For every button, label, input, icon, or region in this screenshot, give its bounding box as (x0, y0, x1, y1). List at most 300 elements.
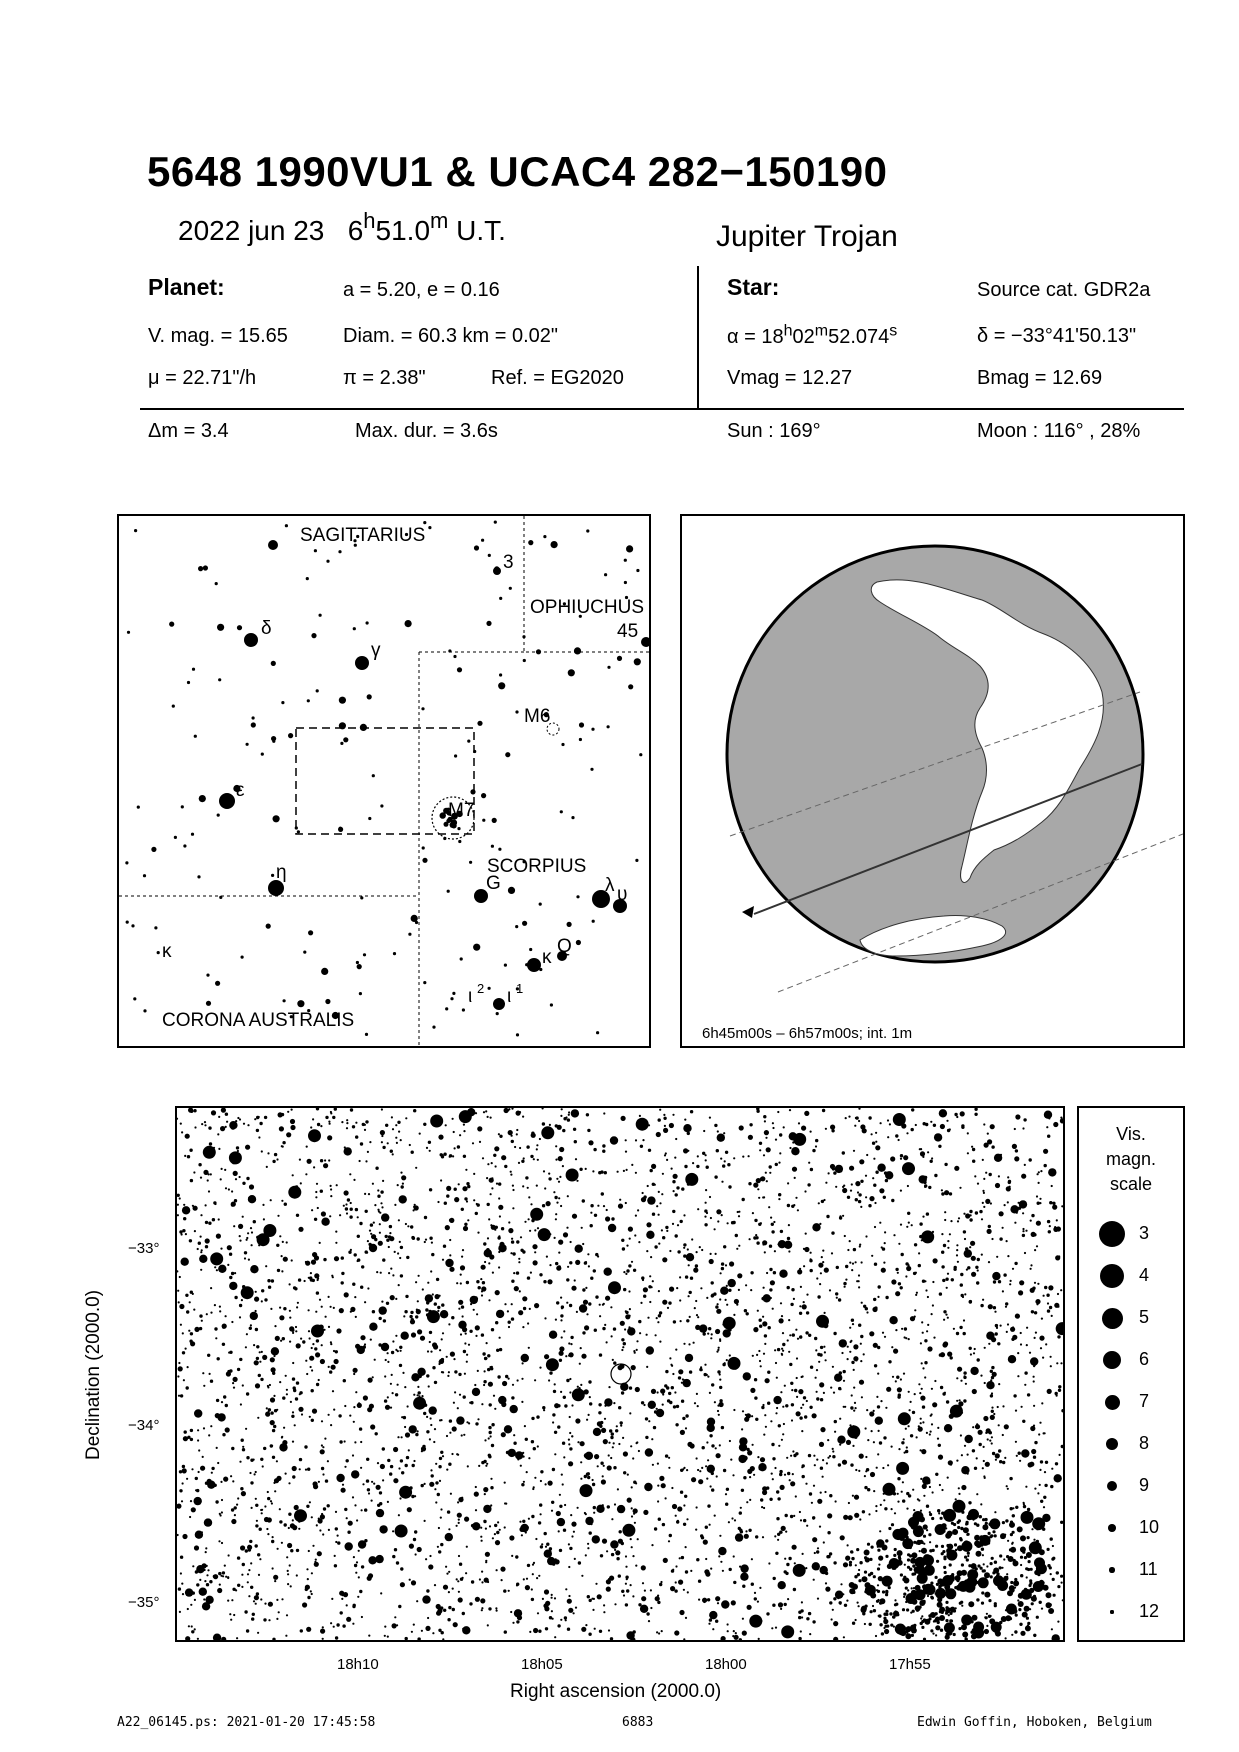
detail-star (772, 1308, 774, 1310)
detail-star (355, 1208, 358, 1211)
detail-star (577, 1507, 579, 1509)
detail-star (585, 1452, 593, 1460)
detail-star (180, 1572, 182, 1574)
detail-star (582, 1199, 585, 1202)
detail-star (495, 1165, 497, 1167)
detail-star (684, 1379, 686, 1381)
detail-star (655, 1596, 660, 1601)
detail-star (589, 1531, 592, 1534)
detail-star (483, 1384, 485, 1386)
detail-star (506, 1451, 509, 1454)
detail-star (906, 1593, 917, 1604)
detail-star (546, 1201, 551, 1206)
detail-star (255, 1603, 257, 1605)
detail-star (949, 1192, 952, 1195)
detail-star (941, 1545, 944, 1548)
label-3: 3 (503, 552, 514, 573)
detail-star (762, 1486, 767, 1491)
finder-star (340, 742, 343, 745)
detail-star (256, 1357, 259, 1360)
detail-star (715, 1305, 718, 1308)
detail-star (829, 1455, 831, 1457)
detail-star (779, 1152, 781, 1154)
detail-star (569, 1378, 571, 1380)
detail-star (1014, 1630, 1017, 1633)
detail-star (538, 1630, 541, 1633)
detail-star (976, 1281, 979, 1284)
detail-star (496, 1349, 499, 1352)
detail-star (553, 1390, 556, 1393)
detail-star (481, 1265, 486, 1270)
detail-star (991, 1238, 993, 1240)
detail-star (390, 1150, 393, 1153)
detail-star (477, 1232, 479, 1234)
detail-star (919, 1392, 921, 1394)
detail-star (382, 1447, 385, 1450)
detail-star (271, 1540, 274, 1543)
detail-star (256, 1129, 259, 1132)
detail-star (257, 1554, 259, 1556)
detail-star (1055, 1462, 1058, 1465)
detail-star (691, 1238, 693, 1240)
detail-star (963, 1399, 966, 1402)
detail-star (720, 1158, 722, 1160)
detail-star (954, 1586, 957, 1589)
detail-star (399, 1364, 402, 1367)
detail-star (333, 1626, 335, 1628)
detail-star (825, 1182, 827, 1184)
detail-star (923, 1638, 926, 1640)
detail-star (637, 1538, 639, 1540)
detail-star (693, 1182, 695, 1184)
detail-star (190, 1332, 193, 1335)
detail-star (852, 1323, 854, 1325)
detail-star (888, 1360, 891, 1363)
detail-star (421, 1370, 424, 1373)
detail-star (628, 1326, 630, 1328)
label-iota1-sup: 1 (516, 981, 524, 996)
detail-star (542, 1406, 545, 1409)
detail-star (869, 1196, 874, 1201)
detail-star (400, 1139, 402, 1141)
detail-star (855, 1407, 857, 1409)
detail-star (511, 1555, 513, 1557)
detail-star (763, 1434, 765, 1436)
detail-star (511, 1238, 513, 1240)
detail-star (927, 1296, 929, 1298)
detail-star (819, 1382, 824, 1387)
detail-star (399, 1346, 402, 1349)
detail-star (833, 1621, 838, 1626)
detail-star (950, 1405, 963, 1418)
detail-star (1009, 1617, 1012, 1620)
detail-star (854, 1495, 859, 1500)
detail-star (760, 1498, 763, 1501)
detail-star (1041, 1608, 1043, 1610)
detail-star (843, 1370, 846, 1373)
detail-star (868, 1513, 870, 1515)
finder-star (393, 952, 396, 955)
detail-star (445, 1259, 453, 1267)
detail-star (619, 1530, 622, 1533)
detail-star (637, 1209, 639, 1211)
detail-star (532, 1564, 534, 1566)
detail-star (963, 1230, 966, 1233)
detail-star (437, 1546, 439, 1548)
detail-star (861, 1607, 867, 1613)
legend-dot (1109, 1567, 1114, 1572)
detail-star (825, 1572, 828, 1575)
detail-star (573, 1612, 575, 1614)
detail-star (430, 1115, 443, 1128)
detail-star (1006, 1604, 1017, 1615)
detail-star (1043, 1432, 1045, 1434)
x-tick-3: 18h00 (705, 1656, 747, 1673)
detail-star (328, 1159, 330, 1161)
detail-star (969, 1210, 972, 1213)
detail-star (182, 1229, 185, 1232)
detail-star (522, 1296, 527, 1301)
detail-star (558, 1530, 560, 1532)
detail-star (985, 1199, 990, 1204)
detail-star (256, 1345, 259, 1348)
detail-star (817, 1295, 820, 1298)
detail-star (773, 1396, 781, 1404)
detail-star (305, 1469, 307, 1471)
detail-star (765, 1137, 767, 1139)
detail-star (967, 1552, 970, 1555)
detail-star (947, 1581, 950, 1584)
globe-time-caption: 6h45m00s – 6h57m00s; int. 1m (702, 1025, 913, 1042)
detail-star (182, 1332, 184, 1334)
finder-star (586, 529, 589, 532)
detail-star (194, 1409, 202, 1417)
detail-star (676, 1287, 678, 1289)
detail-star (458, 1555, 460, 1557)
finder-star (628, 684, 633, 689)
detail-star (657, 1595, 659, 1597)
detail-star (450, 1493, 452, 1495)
detail-star (798, 1389, 803, 1394)
detail-star (824, 1312, 826, 1314)
detail-star (595, 1583, 597, 1585)
detail-star (631, 1515, 633, 1517)
detail-star (683, 1523, 686, 1526)
detail-star (464, 1197, 467, 1200)
detail-star (389, 1472, 392, 1475)
detail-star (288, 1482, 290, 1484)
detail-star (674, 1630, 679, 1635)
detail-star (815, 1377, 817, 1379)
detail-star (504, 1303, 506, 1305)
detail-star (778, 1602, 783, 1607)
detail-star (838, 1463, 841, 1466)
detail-star (331, 1365, 336, 1370)
detail-star (274, 1490, 276, 1492)
detail-star (919, 1175, 927, 1183)
detail-star (1012, 1542, 1014, 1544)
detail-star (587, 1543, 589, 1545)
detail-star (571, 1109, 579, 1117)
detail-star (405, 1223, 407, 1225)
detail-star (1003, 1273, 1006, 1276)
detail-star (387, 1142, 389, 1144)
detail-star (264, 1116, 267, 1119)
detail-star (641, 1401, 644, 1404)
event-hour: 6 (347, 215, 364, 246)
detail-star (843, 1636, 845, 1638)
detail-star (885, 1539, 888, 1542)
detail-star (216, 1447, 218, 1449)
detail-star (897, 1387, 902, 1392)
detail-star (206, 1313, 208, 1315)
legend-mag-label: 5 (1139, 1307, 1150, 1327)
detail-star (425, 1239, 427, 1241)
detail-star (827, 1531, 830, 1534)
detail-star (721, 1262, 724, 1265)
detail-star (920, 1510, 922, 1512)
detail-star (797, 1209, 799, 1211)
detail-star (263, 1218, 265, 1220)
detail-star (530, 1208, 543, 1221)
detail-star (577, 1386, 579, 1388)
detail-star (757, 1310, 759, 1312)
detail-star (971, 1272, 976, 1277)
detail-star (1061, 1409, 1063, 1412)
detail-star (836, 1266, 839, 1269)
label-kappa-cra: κ (162, 941, 172, 962)
detail-star (851, 1269, 853, 1271)
detail-star (921, 1548, 927, 1554)
detail-star (334, 1555, 336, 1557)
detail-star (261, 1150, 263, 1152)
detail-star (921, 1449, 926, 1454)
detail-star (390, 1268, 392, 1270)
detail-star (360, 1441, 362, 1443)
detail-star (623, 1451, 628, 1456)
detail-star (566, 1302, 568, 1304)
detail-star (1027, 1393, 1030, 1396)
detail-star (221, 1108, 226, 1113)
detail-star (351, 1470, 359, 1478)
detail-star (867, 1543, 870, 1546)
detail-star (998, 1424, 1000, 1426)
detail-star (244, 1610, 247, 1613)
detail-star (972, 1389, 977, 1394)
detail-star (725, 1151, 728, 1154)
detail-star (740, 1507, 742, 1509)
detail-star (698, 1479, 703, 1484)
detail-star (177, 1375, 179, 1377)
detail-star (799, 1305, 801, 1307)
detail-star (554, 1636, 556, 1638)
detail-star (758, 1223, 761, 1226)
detail-star (390, 1407, 392, 1409)
detail-star (632, 1555, 634, 1557)
detail-star (516, 1240, 519, 1243)
detail-star (330, 1112, 332, 1114)
detail-star (1009, 1477, 1012, 1480)
detail-star (702, 1446, 705, 1449)
detail-star (974, 1108, 977, 1111)
detail-star (346, 1127, 348, 1129)
detail-star (979, 1210, 982, 1213)
detail-star (217, 1357, 220, 1360)
detail-star (651, 1544, 653, 1546)
detail-star (232, 1588, 235, 1591)
detail-star (762, 1321, 767, 1326)
detail-star (717, 1303, 719, 1305)
detail-star (538, 1521, 541, 1524)
detail-star (935, 1473, 938, 1476)
detail-star (200, 1269, 202, 1271)
detail-star (481, 1286, 486, 1291)
detail-star (571, 1535, 573, 1537)
finder-star (474, 545, 479, 550)
detail-star (973, 1352, 975, 1354)
detail-star (610, 1637, 613, 1640)
detail-star (979, 1443, 982, 1446)
detail-star (551, 1597, 553, 1599)
detail-star (960, 1434, 962, 1436)
detail-star (755, 1236, 758, 1239)
detail-star (696, 1314, 698, 1316)
detail-star (721, 1551, 723, 1553)
detail-star (657, 1463, 659, 1465)
detail-star (453, 1622, 458, 1627)
detail-star (499, 1135, 502, 1138)
detail-star (274, 1153, 277, 1156)
detail-star (1004, 1424, 1009, 1429)
detail-star (451, 1453, 453, 1455)
detail-star (251, 1507, 253, 1509)
detail-star (222, 1637, 224, 1639)
detail-star (805, 1233, 807, 1235)
detail-star (726, 1285, 728, 1287)
object-class: Jupiter Trojan (716, 220, 898, 253)
detail-star (906, 1132, 908, 1134)
detail-star (320, 1159, 323, 1162)
detail-star (700, 1287, 702, 1289)
detail-star (286, 1393, 288, 1395)
detail-star (398, 1605, 401, 1608)
detail-star (914, 1243, 917, 1246)
detail-star (1015, 1149, 1018, 1152)
detail-star (761, 1297, 764, 1300)
detail-star (557, 1518, 565, 1526)
detail-star (998, 1280, 1001, 1283)
detail-star (215, 1500, 218, 1503)
moon-info: Moon : 116° , 28% (977, 420, 1141, 442)
detail-star (208, 1434, 210, 1436)
detail-star (935, 1625, 940, 1630)
detail-star (528, 1218, 530, 1220)
detail-star (908, 1264, 910, 1266)
detail-star (849, 1351, 851, 1353)
detail-star (447, 1618, 450, 1621)
detail-star (902, 1608, 905, 1611)
detail-star (268, 1602, 273, 1607)
detail-star (588, 1265, 590, 1267)
detail-star (474, 1384, 476, 1386)
detail-star (709, 1117, 711, 1119)
detail-star (875, 1171, 878, 1174)
detail-star (548, 1177, 551, 1180)
detail-star (466, 1361, 468, 1363)
detail-star (439, 1349, 441, 1351)
detail-star (749, 1238, 751, 1240)
detail-star (752, 1212, 754, 1214)
label-m6: M6 (524, 706, 551, 727)
detail-star (769, 1172, 771, 1174)
detail-star (647, 1185, 649, 1187)
legend-row (1079, 1426, 1183, 1462)
detail-star (191, 1630, 194, 1633)
finder-star (251, 722, 256, 727)
detail-star (935, 1524, 946, 1535)
detail-star (685, 1414, 688, 1417)
detail-star (214, 1327, 217, 1330)
detail-star (328, 1326, 330, 1328)
detail-star (260, 1458, 263, 1461)
detail-star (742, 1631, 747, 1636)
detail-star (775, 1362, 777, 1364)
detail-star (814, 1464, 816, 1466)
detail-star (676, 1405, 679, 1408)
legend-row (1079, 1342, 1183, 1378)
detail-star (793, 1454, 796, 1457)
detail-star (884, 1231, 886, 1233)
detail-star (1053, 1122, 1058, 1127)
detail-star (1040, 1170, 1042, 1172)
detail-star (812, 1518, 814, 1520)
detail-star (321, 1218, 329, 1226)
detail-star (614, 1603, 616, 1605)
detail-star (627, 1474, 629, 1476)
detail-star (378, 1241, 383, 1246)
detail-star (587, 1547, 589, 1549)
detail-star (1010, 1205, 1018, 1213)
detail-star (344, 1466, 346, 1468)
detail-star (721, 1267, 724, 1270)
detail-star (963, 1527, 969, 1533)
detail-star (544, 1606, 549, 1611)
detail-star (866, 1409, 868, 1411)
detail-star (309, 1416, 311, 1418)
finder-star (482, 819, 485, 822)
detail-star (920, 1422, 922, 1424)
detail-star (789, 1334, 791, 1336)
max-duration: Max. dur. = 3.6s (355, 420, 498, 442)
detail-star (193, 1171, 195, 1173)
detail-star (436, 1278, 439, 1281)
detail-star (1043, 1506, 1045, 1508)
detail-star (1024, 1371, 1027, 1374)
detail-star (672, 1180, 675, 1183)
detail-star (197, 1439, 199, 1441)
detail-star (751, 1558, 753, 1560)
detail-star (934, 1619, 937, 1622)
finder-star (590, 768, 593, 771)
detail-star (995, 1332, 998, 1335)
detail-star (236, 1146, 239, 1149)
detail-star (375, 1432, 378, 1435)
detail-star (997, 1580, 1008, 1591)
detail-star (233, 1387, 235, 1389)
detail-star (611, 1432, 614, 1435)
detail-star (815, 1349, 817, 1351)
detail-star (718, 1555, 720, 1557)
